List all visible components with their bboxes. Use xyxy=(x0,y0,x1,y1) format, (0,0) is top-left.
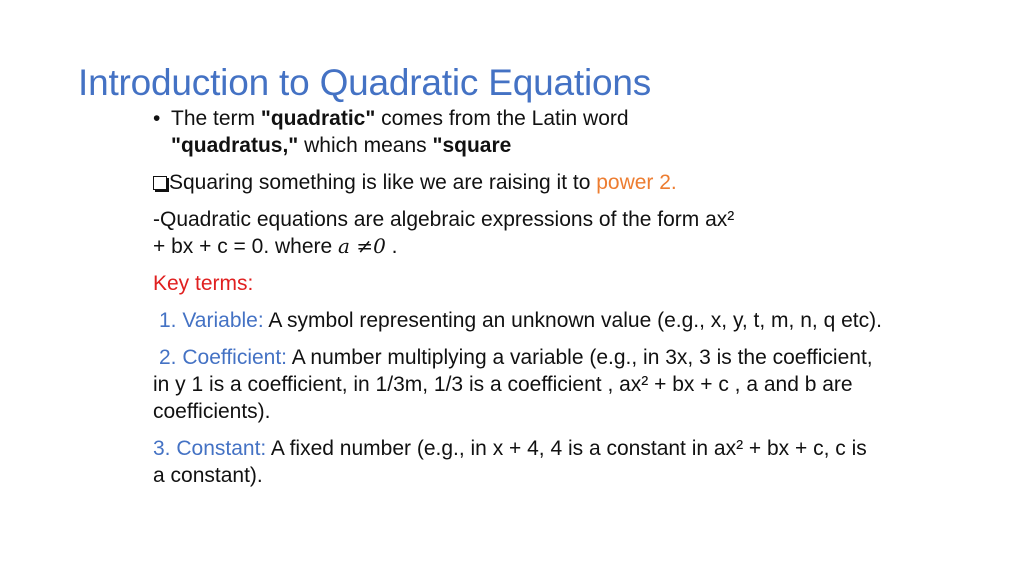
bullet-dot-icon: • xyxy=(153,107,161,130)
power-2-highlight: power 2. xyxy=(596,171,677,194)
term-constant-text: A fixed number (e.g., in x + 4, 4 is a constant in ax² + bx + c, c is a constant). xyxy=(153,437,867,487)
slide-title: Introduction to Quadratic Equations xyxy=(78,62,652,103)
definition-line-2: + bx + c = 0. where xyxy=(153,235,339,258)
term-constant-label: 3. Constant: xyxy=(153,437,267,460)
squaring-text: Squaring something is like we are raising it to xyxy=(169,171,597,194)
key-terms-heading: Key terms: xyxy=(153,272,254,295)
definition-line-1: -Quadratic equations are algebraic expressions of the form ax² xyxy=(153,208,735,231)
bullet-text-1: The term xyxy=(171,107,261,130)
term-variable-text: A symbol representing an unknown value (e.g., x, y, t, m, n, q etc). xyxy=(263,309,882,332)
bullet-bold-square: "square xyxy=(432,134,512,157)
bullet-text-3: which means xyxy=(298,134,433,157)
term-coefficient-label: 2. Coefficient: xyxy=(159,346,288,369)
squaring-paragraph xyxy=(153,169,883,196)
term-coefficient xyxy=(153,344,883,425)
bullet-bold-quadratus: "quadratus," xyxy=(171,134,299,157)
term-variable-label: 1. Variable: xyxy=(159,309,264,332)
term-variable xyxy=(153,307,883,334)
a-not-zero-math: a ≠0 xyxy=(338,234,386,258)
term-constant xyxy=(153,435,883,489)
definition-end: . xyxy=(385,235,398,258)
checkbox-bullet-icon xyxy=(153,176,167,190)
definition-paragraph xyxy=(153,206,883,260)
bullet-text-2: comes from the Latin word xyxy=(375,107,629,130)
bullet-bold-quadratic: "quadratic" xyxy=(260,107,376,130)
quadratic-origin-bullet xyxy=(153,105,883,159)
slide-content xyxy=(153,105,883,489)
term-coefficient-text: A number multiplying a variable (e.g., in 3x, 3 is the coefficient, in y 1 is a coefficient, in 1/3m, 1/3 is a coefficient , ax² + bx + c , a and b are coefficients). xyxy=(153,346,873,423)
